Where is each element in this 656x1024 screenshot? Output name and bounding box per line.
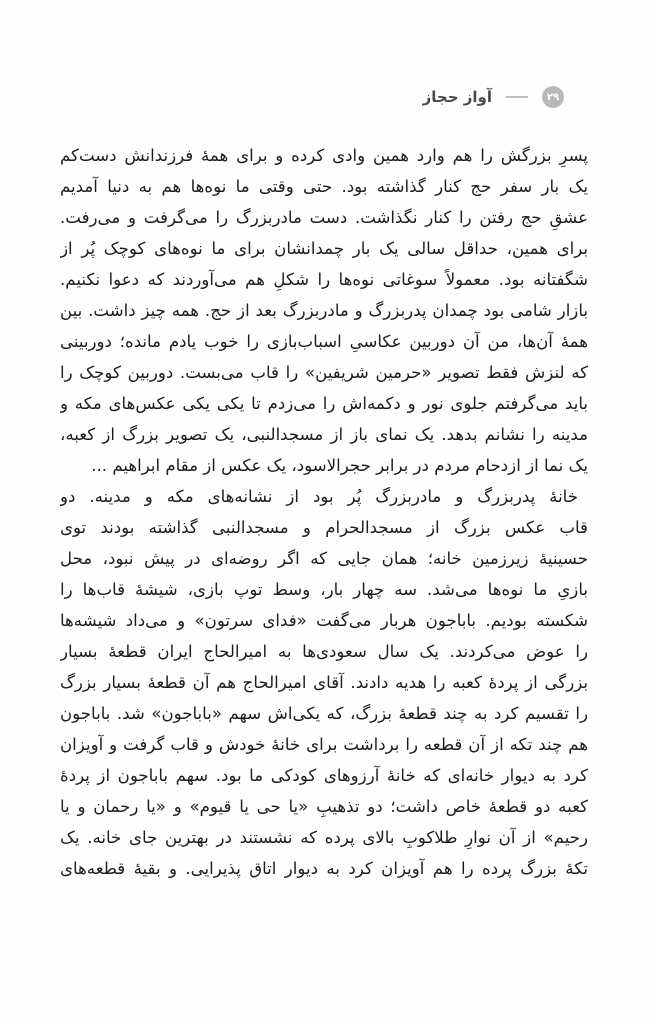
- text-line: خانهٔ پدربزرگ و مادربزرگ پُر بود از نشانه‌های مکه و مدینه. دو: [60, 487, 578, 506]
- running-header: [423, 86, 564, 108]
- text-line: شکسته بودیم. باباجون هربار می‌گفت «فدای سرتون» و می‌داد شیشه‌ها: [60, 611, 588, 630]
- text-line: را عوض می‌کردند. یک سال سعودی‌ها به امیرالحاج ایران قطعهٔ بسیار: [60, 642, 588, 661]
- page-number-badge: ۲۹: [542, 86, 564, 108]
- text-line: پسرِ بزرگش را هم وارد همین وادی کرده و برای همهٔ فرزندانش دست‌کم: [60, 146, 588, 165]
- text-line: قاب عکس بزرگ از مسجدالحرام و مسجدالنبی گذاشته بودند توی: [60, 518, 588, 537]
- text-line: بازیِ ما نوه‌ها می‌شد. سه چهار بار، وسط توپ بازی، شیشهٔ قاب‌ها را: [60, 580, 588, 599]
- text-line: یک نما از ازدحام مردم در برابر حجرالاسود، یک عکس از مقام ابراهیم ...: [91, 456, 588, 475]
- running-header-title: آواز حجاز: [422, 88, 492, 106]
- text-line: عشقِ حج رفتن را کنار نگذاشت. دست مادربزرگ را می‌گرفت و می‌رفت.: [60, 208, 588, 227]
- text-line: یک بار سفر حج کنار گذاشته بود. حتی وقتی ما نوه‌ها هم به دنیا آمدیم: [60, 177, 588, 196]
- text-line: رحیم» از آن نوارِ طلاکوبِ بالای پرده که نشستند در بهترین جای خانه. یک: [60, 828, 588, 847]
- text-line: برای همین، حداقل سالی یک بار چمدانشان برای ما نوه‌های کوچک پُر از: [60, 239, 588, 258]
- text-line: کرد به دیوار خانه‌ای که خانهٔ آرزوهای کودکی ما بود. سهم باباجون از پردهٔ: [60, 766, 588, 785]
- text-line: که لنزش فقط تصویر «حرمین شریفین» را قاب می‌بست. دوربین کوچک را: [60, 363, 588, 382]
- body-text: [60, 140, 588, 884]
- text-line: مدینه را نشانم بدهد. یک نمای باز از مسجدالنبی، یک تصویر بزرگ از کعبه،: [60, 425, 588, 444]
- text-line: بازار شامی بود چمدان پدربزرگ و مادربزرگ بعد از حج. همه چیز داشت. بین: [60, 301, 588, 320]
- text-line: باید می‌گرفتم جلوی نور و دکمه‌اش را می‌زدم تا یکی یکی عکس‌های مکه و: [60, 394, 588, 413]
- text-line: را تقسیم کرد به چند قطعهٔ بزرگ، که یکی‌اش سهم «باباجون» شد. باباجون: [60, 704, 588, 723]
- text-line: شگفتانه بود. معمولاً سوغاتی نوه‌ها را شکلِ هم می‌آوردند که دعوا نکنیم.: [60, 270, 588, 289]
- text-line: هم چند تکه از آن قطعه را برداشت برای خانهٔ خودش و قاب گرفت و آویزان: [60, 735, 588, 754]
- text-line: همهٔ آن‌ها، من آن دوربین عکاسیِ اسباب‌بازی را خوب یادم مانده؛ دوربینی: [60, 332, 588, 351]
- text-line: تکهٔ بزرگ پرده را هم آویزان کرد به دیوار اتاق پذیرایی. و بقیهٔ قطعه‌های: [60, 859, 588, 878]
- text-line: حسینیهٔ زیرزمین خانه؛ همان جایی که اگر روضه‌ای در پیش نبود، محل: [60, 549, 588, 568]
- header-rule: [506, 96, 528, 98]
- text-line: بزرگی از پردهٔ کعبه را هدیه دادند. آقای امیرالحاج هم آن قطعهٔ بسیار بزرگ: [60, 673, 588, 692]
- text-line: کعبه دو قطعهٔ خاص داشت؛ دو تذهیبِ «یا حی یا قیوم» و «یا رحمان و یا: [60, 797, 588, 816]
